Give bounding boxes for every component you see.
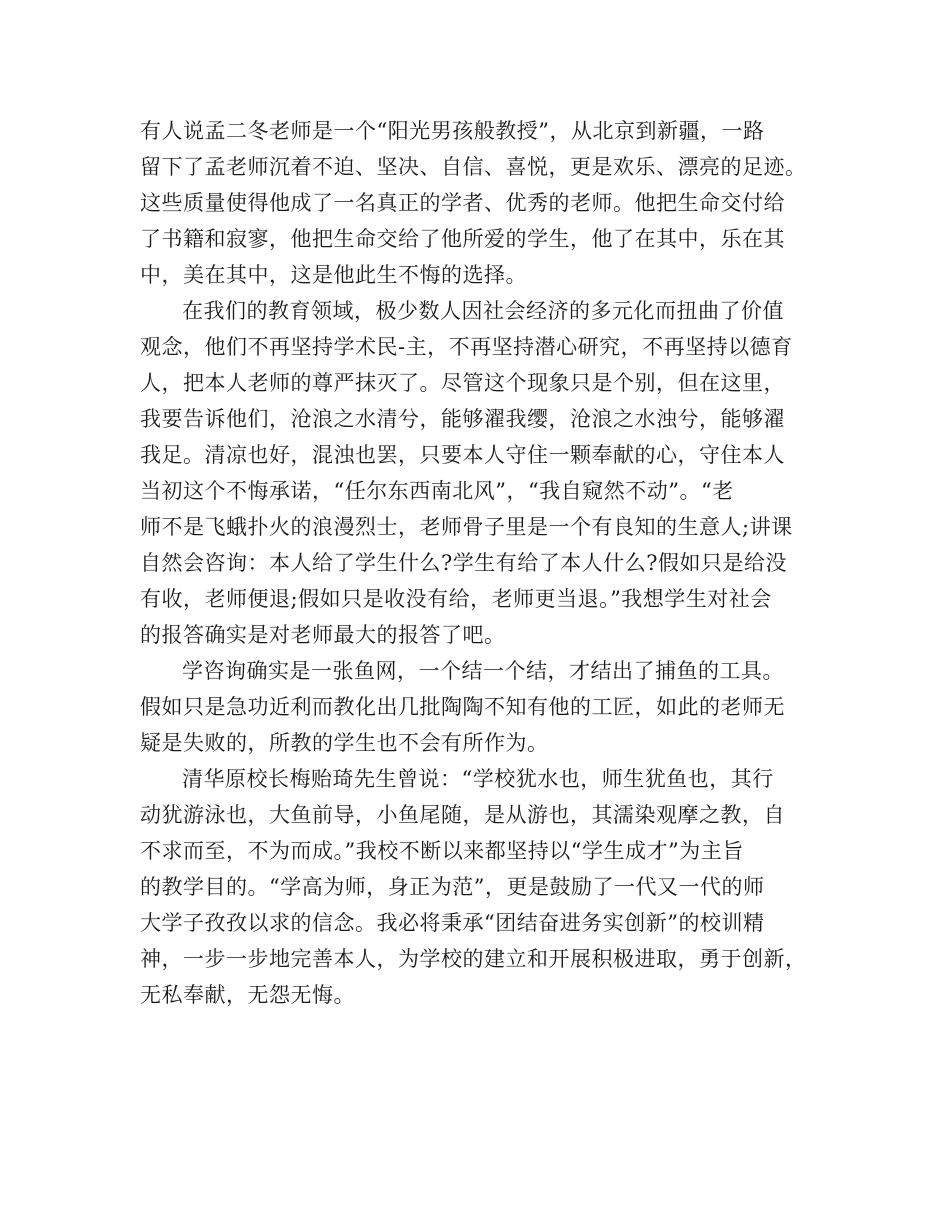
text-line: 假如只是急功近利而教化出几批陶陶不知有他的工匠，如此的老师无 [140, 695, 785, 719]
text-line: 神，一步一步地完善本人，为学校的建立和开展积极进取，勇于创新， [140, 947, 807, 971]
document-body [140, 113, 815, 1013]
text-line: 这些质量使得他成了一名真正的学者、优秀的老师。他把生命交付给 [140, 191, 785, 215]
text-line: 留下了孟老师沉着不迫、坚决、自信、喜悦，更是欢乐、漂亮的足迹。 [140, 155, 807, 179]
text-line: 了书籍和寂寥，他把生命交给了他所爱的学生，他了在其中，乐在其 [140, 227, 785, 251]
text-line: 观念，他们不再坚持学术民-主，不再坚持潜心研究，不再坚持以德育 [140, 335, 793, 359]
text-line: 疑是失败的，所教的学生也不会有所作为。 [140, 731, 549, 755]
text-line: 中，美在其中，这是他此生不悔的选择。 [140, 263, 527, 287]
text-line: 人，把本人老师的尊严抹灭了。尽管这个现象只是个别，但在这里， [140, 371, 785, 395]
text-line: 的教学目的。“学高为师，身正为范”，更是鼓励了一代又一代的师 [140, 875, 765, 899]
text-line: 自然会咨询：本人给了学生什么?学生有给了本人什么?假如只是给没 [140, 551, 788, 575]
text-line: 我要告诉他们，沧浪之水清兮，能够濯我缨，沧浪之水浊兮，能够濯 [140, 407, 785, 431]
paragraph-first-line: 清华原校长梅贻琦先生曾说：“学校犹水也，师生犹鱼也，其行 [182, 767, 774, 791]
text-line: 无私奉献，无怨无悔。 [140, 983, 355, 1007]
text-line: 不求而至，不为而成。”我校不断以来都坚持以“学生成才”为主旨 [140, 839, 744, 863]
text-line: 有人说孟二冬老师是一个“阳光男孩般教授”，从北京到新疆，一路 [140, 119, 765, 143]
text-line: 师不是飞蛾扑火的浪漫烈士，老师骨子里是一个有良知的生意人;讲课 [140, 515, 793, 539]
text-line: 大学子孜孜以求的信念。我必将秉承“团结奋进务实创新”的校训精 [140, 911, 765, 935]
text-line: 有收，老师便退;假如只是收没有给，老师更当退。”我想学生对社会 [140, 587, 772, 611]
paragraph-first-line: 学咨询确实是一张鱼网，一个结一个结，才结出了捕鱼的工具。 [182, 659, 784, 683]
text-line: 的报答确实是对老师最大的报答了吧。 [140, 623, 506, 647]
text-line: 我足。清凉也好，混浊也罢，只要本人守住一颗奉献的心，守住本人 [140, 443, 785, 467]
text-line: 当初这个不悔承诺，“任尔东西南北风”，“我自窥然不动”。“老 [140, 479, 734, 503]
text-line: 动犹游泳也，大鱼前导，小鱼尾随，是从游也，其濡染观摩之教，自 [140, 803, 785, 827]
paragraph-first-line: 在我们的教育领域，极少数人因社会经济的多元化而扭曲了价值 [182, 299, 784, 323]
